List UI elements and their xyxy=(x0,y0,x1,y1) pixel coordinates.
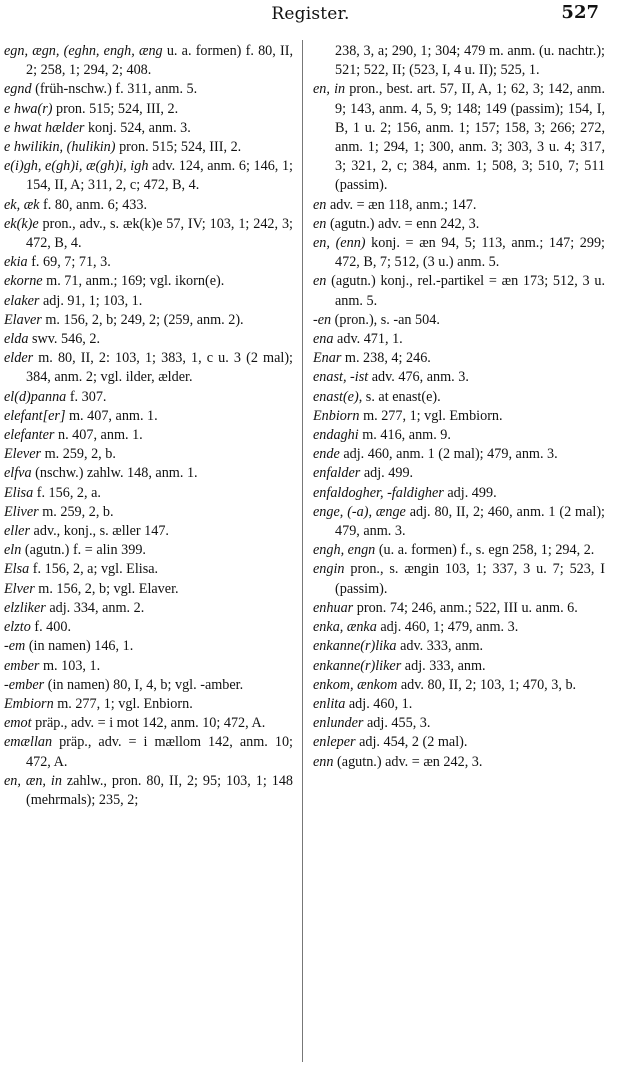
entry-reference: (agutn.) adv. = enn 242, 3. xyxy=(326,215,480,232)
entry-headword: enast, -ist xyxy=(313,369,369,386)
entry-reference: n. 407, anm. 1. xyxy=(54,427,143,444)
index-entry xyxy=(313,349,605,368)
entry-reference: (nschw.) zahlw. 148, anm. 1. xyxy=(31,465,198,482)
entry-reference: adj. 333, anm. xyxy=(401,657,486,674)
column-divider xyxy=(302,40,303,1062)
entry-headword: enn xyxy=(313,753,334,770)
entry-headword: en xyxy=(313,196,327,213)
index-entry xyxy=(313,484,605,503)
index-entry xyxy=(4,676,293,695)
entry-reference: m. 238, 4; 246. xyxy=(341,350,431,367)
index-entry xyxy=(4,541,293,560)
index-entry xyxy=(313,753,605,772)
entry-headword: elda xyxy=(4,331,29,348)
entry-headword: enkom, ænkom xyxy=(313,676,398,693)
entry-reference: pron., adv., s. æk(k)e 57, IV; 103, 1; 242, 3; 472, B, 4. xyxy=(26,215,293,252)
entry-reference: f. 307. xyxy=(66,388,107,405)
index-entry xyxy=(313,311,605,330)
entry-headword: ena xyxy=(313,331,334,348)
entry-reference: adj. 460, 1; 479, anm. 3. xyxy=(376,619,519,636)
entry-reference: 238, 3, a; 290, 1; 304; 479 m. anm. (u. nachtr.); 521; 522, II; (523, I, 4 u. II); 525, 1. xyxy=(335,43,605,79)
entry-headword: ek(k)e xyxy=(4,215,39,232)
entry-reference: f. 80, anm. 6; 433. xyxy=(39,196,148,213)
entry-reference: (in namen) 146, 1. xyxy=(25,638,134,655)
entry-reference: präp., adv. = i mot 142, anm. 10; 472, A. xyxy=(31,715,266,732)
entry-headword: egn, ægn, (eghn, engh, æng xyxy=(4,43,163,59)
entry-reference: pron. 515; 524, III, 2. xyxy=(52,100,179,117)
index-entry xyxy=(4,272,293,291)
entry-headword: elzto xyxy=(4,619,31,636)
entry-reference: f. 400. xyxy=(30,619,71,636)
entry-headword: Elisa xyxy=(4,484,34,501)
entry-reference: (u. a. formen) f., s. egn 258, 1; 294, 2. xyxy=(375,542,595,559)
index-entry xyxy=(4,695,293,714)
entry-headword: enlunder xyxy=(313,715,364,732)
index-entry xyxy=(313,42,605,80)
index-entry xyxy=(4,637,293,656)
entry-headword: engin xyxy=(313,561,345,578)
entry-reference: adj. 460, anm. 1 (2 mal); 479, anm. 3. xyxy=(339,446,558,463)
entry-headword: en xyxy=(313,215,327,232)
entry-headword: el(d)panna xyxy=(4,388,67,405)
entry-headword: -ember xyxy=(4,676,45,693)
entry-reference: (agutn.) konj., rel.-partikel = æn 173; 512, 3 u. anm. 5. xyxy=(326,273,605,309)
entry-headword: enkanne(r)liker xyxy=(313,657,402,674)
entry-reference: adv. 80, II, 2; 103, 1; 470, 3, b. xyxy=(397,676,577,693)
entry-reference: pron., best. art. 57, II, A, 1; 62, 3; 142, anm. 9; 143, anm. 4, 5, 9; 148; 149 (passim); 154, I, B, 1 u. 2; 156, anm. 1; 157; 158, 3; 266; 272, anm. 1; 294, 1; 300, anm. 3; 303, 3 u. 4; 317, 3; 321, 2, c; 384, anm. 1; 508, 3; 510, 7; 511 (passim). xyxy=(335,81,605,194)
entry-reference: m. 259, 2, b. xyxy=(38,503,114,520)
entry-reference: adj. 80, II, 2; 460, anm. 1 (2 mal); 479, anm. 3. xyxy=(335,503,605,540)
index-entry xyxy=(4,80,293,99)
index-entry xyxy=(4,445,293,464)
entry-headword: enleper xyxy=(313,734,356,751)
entry-headword: ende xyxy=(313,446,340,463)
index-entry xyxy=(4,522,293,541)
entry-reference: adv. 124, anm. 6; 146, 1; 154, II, A; 311, 2, c; 472, B, 4. xyxy=(26,158,293,194)
entry-headword: enkanne(r)lika xyxy=(313,638,397,655)
entry-headword: endaghi xyxy=(313,427,359,444)
index-entry xyxy=(313,215,605,234)
entry-reference: m. 156, 2, b; vgl. Elaver. xyxy=(34,580,179,597)
entry-reference: f. 69, 7; 71, 3. xyxy=(27,254,111,271)
index-entry xyxy=(4,464,293,483)
entry-headword: enka, ænka xyxy=(313,619,377,636)
index-entry xyxy=(4,100,293,119)
index-entry xyxy=(4,618,293,637)
entry-headword: elaker xyxy=(4,292,40,309)
index-entry xyxy=(313,560,605,598)
entry-reference: adv. = æn 118, anm.; 147. xyxy=(326,196,477,213)
index-entry xyxy=(4,426,293,445)
entry-headword: enlita xyxy=(313,695,346,712)
entry-reference: adj. 455, 3. xyxy=(363,715,431,732)
index-entry xyxy=(4,215,293,253)
entry-reference: adj. 334, anm. 2. xyxy=(45,599,145,616)
entry-headword: en, æn, in xyxy=(4,772,62,789)
entry-headword: -en xyxy=(313,311,332,328)
entry-headword: elzliker xyxy=(4,599,46,616)
entry-reference: u. a. formen) f. 80, II, 2; 258, 1; 294, 2; 408. xyxy=(26,43,293,79)
index-entry xyxy=(313,503,605,541)
entry-reference: adv. 476, anm. 3. xyxy=(368,369,469,386)
index-entry xyxy=(313,407,605,426)
index-entry xyxy=(313,426,605,445)
entry-reference: m. 259, 2, b. xyxy=(41,446,116,463)
entry-headword: ekia xyxy=(4,254,28,271)
index-entry xyxy=(4,157,293,195)
entry-headword: Elsa xyxy=(4,561,30,578)
index-entry xyxy=(4,292,293,311)
entry-reference: adj. 499. xyxy=(443,484,497,501)
entry-headword: Enar xyxy=(313,350,342,367)
index-entry xyxy=(4,714,293,733)
index-entry xyxy=(313,733,605,752)
entry-headword: ekorne xyxy=(4,273,43,290)
entry-reference: adj. 91, 1; 103, 1. xyxy=(39,292,143,309)
index-entry xyxy=(313,714,605,733)
entry-headword: Elaver xyxy=(4,311,42,328)
entry-headword: egnd xyxy=(4,81,32,98)
index-entry xyxy=(313,388,605,407)
index-entry xyxy=(313,445,605,464)
entry-reference: m. 103, 1. xyxy=(39,657,101,674)
entry-headword: elefanter xyxy=(4,427,55,444)
index-entry xyxy=(313,272,605,310)
index-entry xyxy=(313,657,605,676)
entry-headword: ember xyxy=(4,657,40,674)
entry-headword: engh, engn xyxy=(313,542,376,559)
running-title: Register. xyxy=(271,4,350,24)
entry-headword: elfva xyxy=(4,465,32,482)
index-entry xyxy=(313,196,605,215)
entry-reference: m. 80, II, 2: 103, 1; 383, 1, c u. 3 (2 mal); 384, anm. 2; vgl. ilder, ælder. xyxy=(26,350,293,386)
entry-headword: e hwa(r) xyxy=(4,100,53,117)
page-number: 527 xyxy=(561,2,599,23)
entry-headword: enhuar xyxy=(313,599,354,616)
index-entry xyxy=(4,119,293,138)
entry-reference: swv. 546, 2. xyxy=(28,331,101,348)
entry-headword: emot xyxy=(4,715,32,732)
entry-reference: m. 71, anm.; 169; vgl. ikorn(e). xyxy=(42,273,225,290)
entry-reference: (in namen) 80, I, 4, b; vgl. -amber. xyxy=(44,676,244,693)
entry-reference: f. 156, 2, a. xyxy=(33,484,101,501)
index-entry xyxy=(313,618,605,637)
entry-reference: konj. 524, anm. 3. xyxy=(84,119,191,136)
index-entry xyxy=(4,407,293,426)
entry-headword: eller xyxy=(4,523,30,540)
entry-headword: Elver xyxy=(4,580,35,597)
entry-headword: -em xyxy=(4,638,26,655)
index-entry xyxy=(4,657,293,676)
entry-reference: (pron.), s. -an 504. xyxy=(331,311,440,328)
index-entry xyxy=(313,234,605,272)
entry-reference: , s. at enast(e). xyxy=(358,388,441,405)
index-entry xyxy=(4,388,293,407)
entry-reference: m. 416, anm. 9. xyxy=(358,427,451,444)
index-entry xyxy=(4,560,293,579)
entry-headword: emællan xyxy=(4,734,53,751)
index-entry xyxy=(4,196,293,215)
index-entry xyxy=(313,676,605,695)
entry-reference: adv. 333, anm. xyxy=(396,638,484,655)
entry-reference: m. 407, anm. 1. xyxy=(65,407,158,424)
index-entry xyxy=(313,541,605,560)
entry-reference: konj. = æn 94, 5; 113, anm.; 147; 299; 472, B, 7; 512, (3 u.) anm. 5. xyxy=(335,235,605,271)
entry-headword: enfaldogher, -faldigher xyxy=(313,484,444,501)
entry-headword: e hwat hælder xyxy=(4,119,85,136)
entry-reference: m. 277, 1; vgl. Embiorn. xyxy=(359,407,503,424)
entry-reference: zahlw., pron. 80, II, 2; 95; 103, 1; 148 (mehrmals); 235, 2; xyxy=(26,772,294,808)
entry-reference: adv. 471, 1. xyxy=(333,331,403,348)
entry-reference: pron., s. ængin 103, 1; 337, 3 u. 7; 523, I (passim). xyxy=(335,561,605,597)
left-column xyxy=(4,42,293,810)
entry-reference: m. 156, 2, b; 249, 2; (259, anm. 2). xyxy=(41,311,244,328)
index-entry xyxy=(4,253,293,272)
entry-reference: (agutn.) adv. = æn 242, 3. xyxy=(333,753,483,770)
entry-headword: eln xyxy=(4,542,22,559)
entry-headword: enast(e) xyxy=(313,388,359,405)
index-entry xyxy=(313,599,605,618)
entry-headword: Embiorn xyxy=(4,695,54,712)
index-entry xyxy=(4,503,293,522)
entry-headword: enge, (-a), ænge xyxy=(313,503,406,520)
index-entry xyxy=(4,330,293,349)
entry-reference: pron. 74; 246, anm.; 522, III u. anm. 6. xyxy=(353,599,578,616)
index-entry xyxy=(4,580,293,599)
entry-reference: f. 156, 2, a; vgl. Elisa. xyxy=(29,561,159,578)
index-entry xyxy=(4,138,293,157)
entry-reference: adv., konj., s. æller 147. xyxy=(30,523,169,540)
index-entry xyxy=(4,733,293,771)
entry-headword: Enbiorn xyxy=(313,407,360,424)
entry-reference: präp., adv. = i mællom 142, anm. 10; 472, A. xyxy=(26,734,293,770)
index-entry xyxy=(4,484,293,503)
entry-reference: adj. 454, 2 (2 mal). xyxy=(355,734,468,751)
entry-headword: en xyxy=(313,273,327,290)
entry-headword: enfalder xyxy=(313,465,361,482)
index-entry xyxy=(313,695,605,714)
entry-reference: (agutn.) f. = alin 399. xyxy=(21,542,146,559)
entry-headword: elefant[er] xyxy=(4,407,66,424)
entry-headword: en, (enn) xyxy=(313,235,366,252)
entry-headword: e hwilikin, (hulikin) xyxy=(4,139,116,156)
entry-reference: m. 277, 1; vgl. Enbiorn. xyxy=(53,695,193,712)
entry-headword: e(i)gh, e(gh)i, æ(gh)i, igh xyxy=(4,158,149,175)
right-column xyxy=(313,42,605,772)
index-entry xyxy=(4,42,293,80)
index-entry xyxy=(4,311,293,330)
page-header xyxy=(0,0,621,32)
entry-reference: adj. 460, 1. xyxy=(345,695,413,712)
entry-headword: Elever xyxy=(4,446,42,463)
entry-reference: pron. 515; 524, III, 2. xyxy=(115,139,242,156)
entry-reference: adj. 499. xyxy=(360,465,414,482)
entry-headword: Eliver xyxy=(4,503,39,520)
entry-headword: elder xyxy=(4,350,34,367)
index-entry xyxy=(313,80,605,195)
index-entry xyxy=(4,599,293,618)
index-entry xyxy=(313,330,605,349)
entry-headword: en, in xyxy=(313,81,346,98)
index-entry xyxy=(313,368,605,387)
index-entry xyxy=(4,349,293,387)
index-entry xyxy=(313,464,605,483)
entry-reference: (früh-nschw.) f. 311, anm. 5. xyxy=(31,81,198,98)
index-entry xyxy=(313,637,605,656)
index-entry xyxy=(4,772,293,810)
entry-headword: ek, æk xyxy=(4,196,40,213)
